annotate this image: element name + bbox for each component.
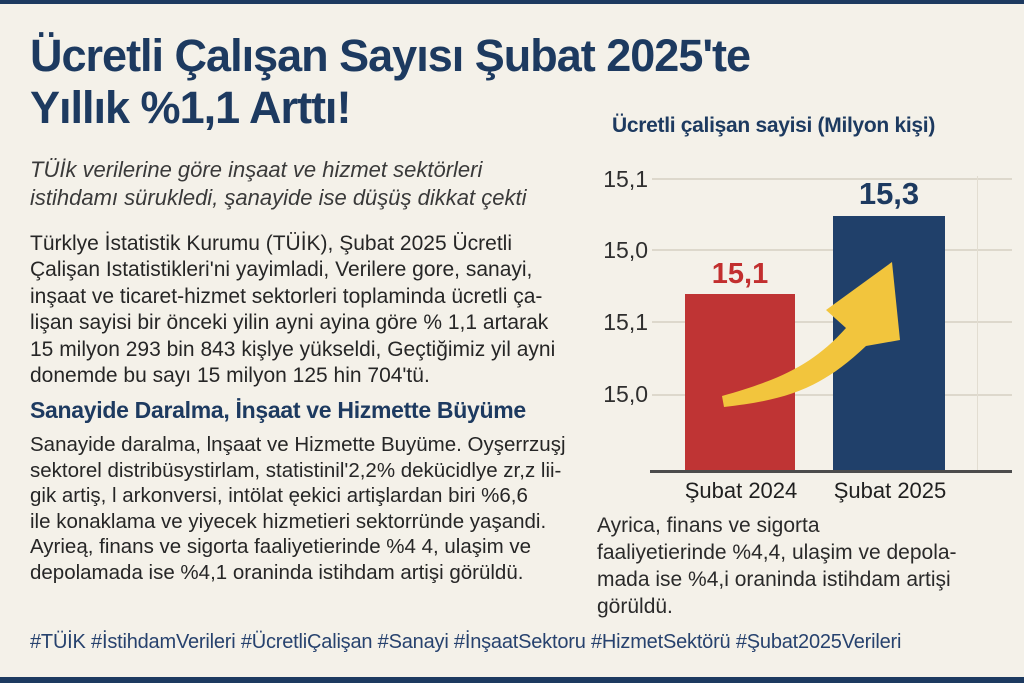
subtitle bbox=[30, 156, 600, 212]
page-title-line-1: Ücretli Çalışan Sayısı Şubat 2025'te bbox=[30, 30, 751, 81]
page-title-line-2: Yıllık %1,1 Arttı! bbox=[30, 82, 351, 133]
y-axis-tick-label: 15,1 bbox=[603, 166, 648, 192]
y-axis-tick-label: 15,0 bbox=[603, 237, 648, 263]
chart-footnote-line: mada ise %4,i oraninda istihdam artişi bbox=[597, 568, 951, 591]
chart-footnote-line: görüldü. bbox=[597, 595, 673, 618]
hashtags-line: #TÜİK #İstihdamVerileri #ÜcretliÇalişan #Sanayi #İnşaatSektoru #HizmetSektörü #Şubat2025Verileri bbox=[30, 631, 902, 653]
paragraph-2-line: Ayrieą, finans ve sigorta faaliyetierinde %4 4, ulaşim ve bbox=[30, 535, 531, 559]
chart-gridline bbox=[652, 178, 1012, 180]
paragraph-1-line: donemde bu sayı 15 milyon 125 hin 704'tü. bbox=[30, 364, 430, 388]
paragraph-1-line: lişan sayisi bir önceki yilin ayni ayina göre % 1,1 artarak bbox=[30, 311, 549, 335]
growth-arrow-icon bbox=[700, 250, 950, 410]
section-heading: Sanayide Daralma, İnşaat ve Hizmette Büyüme bbox=[30, 397, 526, 423]
paragraph-2-line: ile konaklama ve yiyecek hizmetieri sektorründe yaşandi. bbox=[30, 509, 547, 533]
chart-plot-right-edge bbox=[977, 176, 978, 472]
paragraph-1-line: inşaat ve ticaret-hizmet sektorleri toplaminda ücretli ça- bbox=[30, 284, 543, 308]
bottom-border-bar bbox=[0, 677, 1024, 683]
chart-footnote-line: Ayrica, finans ve sigorta bbox=[597, 514, 820, 537]
y-axis-tick-label: 15,1 bbox=[603, 309, 648, 335]
y-axis-tick-label: 15,0 bbox=[603, 381, 648, 407]
paragraph-2-line: Sanayide daralma, lnşaat ve Hizmette Buyüme. Oyşerrzuşj bbox=[30, 433, 566, 456]
chart-title: Ücretli çalişan sayisi (Milyon kişi) bbox=[612, 114, 936, 137]
paragraph-1-line: 15 milyon 293 bin 843 kişlye yükseldi, Geçtiğimiz yil ayni bbox=[30, 337, 556, 361]
x-axis-label-subat-2024: Şubat 2024 bbox=[684, 478, 798, 503]
paragraph-1-line: Çalişan Istatistikleri'ni yayimladi, Verilere gore, sanayi, bbox=[30, 258, 533, 282]
chart-x-axis-line bbox=[650, 470, 1012, 473]
subtitle-line-1: TÜİk verilerine göre inşaat ve hizmet sektörleri bbox=[30, 157, 483, 182]
body-paragraph-1 bbox=[30, 231, 605, 389]
chart-footnote bbox=[597, 512, 1017, 620]
body-paragraph-2 bbox=[30, 432, 620, 586]
x-axis-label-subat-2025: Şubat 2025 bbox=[833, 478, 947, 503]
subtitle-line-2: istihdamı sürukledi, şanayide ise düşüş dikkat çekti bbox=[30, 185, 527, 210]
paragraph-1-line: Türklye İstatistik Kurumu (TÜİK), Şubat 2025 Ücretli bbox=[30, 232, 512, 255]
bar-value-subat-2025: 15,3 bbox=[858, 176, 920, 211]
chart-footnote-line: faaliyetierinde %4,4, ulaşim ve depola- bbox=[597, 541, 957, 564]
paragraph-2-line: sektorel distribüsystirlam, statistinil'2,2% dekücidlye zr,z lii- bbox=[30, 458, 562, 482]
top-border-bar bbox=[0, 0, 1024, 4]
paragraph-2-line: gik artiş, l arkonversi, intölat ęekici artişlardan biri %6,6 bbox=[30, 484, 528, 508]
paragraph-2-line: depolamada ise %4,1 oraninda istihdam artişi görüldü. bbox=[30, 560, 524, 584]
bar-value-subat-2024: 15,1 bbox=[711, 258, 769, 290]
